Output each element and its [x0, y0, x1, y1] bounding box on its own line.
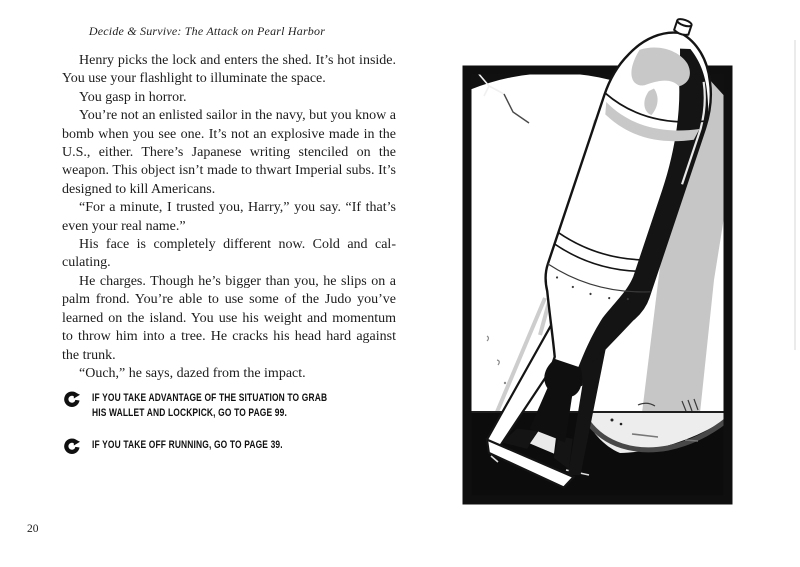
choice-option-1 [63, 391, 393, 421]
page-number: 20 [27, 523, 39, 535]
story-paragraph: “For a minute, I trusted you, Harry,” you say. “If that’s even your real name.” [62, 200, 396, 234]
story-paragraph: Henry picks the lock and enters the shed. It’s hot inside. You use your flashlight to illuminate the space. [62, 53, 396, 87]
page-edge-shading [794, 40, 796, 350]
choice-option-2 [63, 438, 393, 455]
story-text [62, 52, 396, 383]
curved-arrow-icon [63, 438, 80, 455]
choice-text: IF YOU TAKE ADVANTAGE OF THE SITUATION TO GRAB HIS WALLET AND LOCKPICK, GO TO PAGE 99. [92, 392, 328, 419]
story-paragraph: “Ouch,” he says, dazed from the impact. [79, 365, 306, 381]
story-paragraph: You gasp in horror. [79, 89, 187, 105]
running-header: Decide & Survive: The Attack on Pearl Harbor [88, 24, 326, 38]
story-paragraph: He charges. Though he’s bigger than you, he slips on a palm frond. You’re able to use some of the Judo you’ve learned on the island. You use his weight and momentum to throw him into a tree. He cracks his head hard against the trunk. [62, 273, 396, 363]
shed-bomb-illustration [400, 0, 800, 567]
story-paragraph: You’re not an enlisted sailor in the navy, but you know a bomb when you see one. It’s not an explosive made in the U.S., either. There’s Japanese writing stenciled on the weapon. This object isn’t made to thwart Imperial subs. It’s designed to kill Americans. [62, 108, 396, 197]
curved-arrow-icon [63, 391, 80, 408]
choice-text: IF YOU TAKE OFF RUNNING, GO TO PAGE 39. [92, 438, 283, 451]
choices-list [63, 391, 393, 472]
story-paragraph: His face is completely different now. Cold and calculating. [62, 237, 396, 271]
